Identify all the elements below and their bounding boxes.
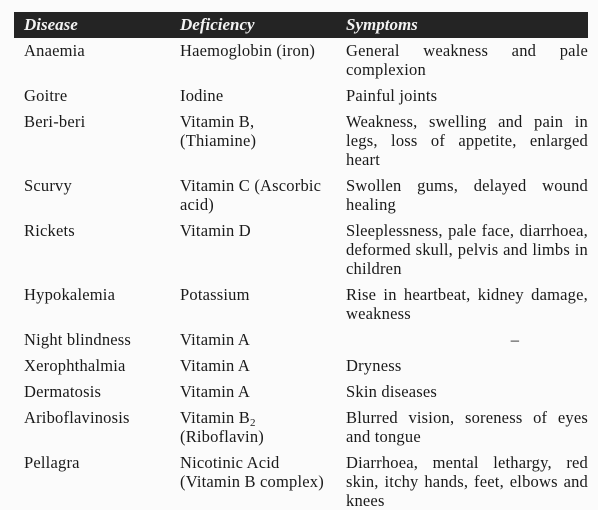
table-row — [14, 327, 588, 353]
symptoms-cell: Weakness, swelling and pain in legs, loss of appetite, enlarged heart — [346, 112, 588, 169]
deficiency-cell: Vitamin C (Ascorbic acid) — [180, 176, 322, 214]
disease-cell: Dermatosis — [24, 382, 102, 401]
column-header-symptoms: Symptoms — [336, 12, 588, 38]
symptoms-cell — [336, 327, 588, 353]
deficiency-cell: Vitamin A — [180, 356, 251, 375]
disease-cell: Anaemia — [24, 41, 85, 60]
symptoms-cell: Sleeplessness, pale face, diarrhoea, deformed skull, pelvis and limbs in children — [346, 221, 588, 278]
deficiency-cell: Vitamin D — [180, 221, 251, 240]
symptoms-cell: Swollen gums, delayed wound healing — [346, 176, 588, 214]
disease-cell: Goitre — [24, 86, 68, 105]
disease-cell: Rickets — [24, 221, 75, 240]
deficiency-diseases-table — [14, 12, 588, 514]
header-row — [14, 12, 588, 38]
disease-cell: Hypokalemia — [24, 285, 116, 304]
symptoms-cell: Dryness — [346, 356, 402, 375]
table-row — [14, 282, 588, 327]
table-header — [14, 12, 588, 38]
deficiency-cell: Nicotinic Acid (Vitamin B complex) — [180, 453, 324, 491]
empty-symptoms-dash: – — [510, 330, 520, 349]
column-header-deficiency: Deficiency — [170, 12, 336, 38]
column-header-disease: Disease — [14, 12, 170, 38]
table-row — [14, 450, 588, 514]
table-body — [14, 38, 588, 514]
table-row — [14, 38, 588, 83]
table-row — [14, 379, 588, 405]
deficiency-cell: Vitamin A — [180, 382, 251, 401]
symptoms-cell: General weakness and pale complexion — [346, 41, 588, 79]
deficiency-cell: Vitamin A — [180, 330, 251, 349]
deficiency-suffix: (Riboflavin) — [180, 427, 264, 446]
table-row — [14, 109, 588, 173]
symptoms-cell: Blurred vision, soreness of eyes and tongue — [346, 408, 588, 446]
deficiency-subscript: 2 — [250, 417, 256, 429]
symptoms-cell: Diarrhoea, mental lethargy, red skin, itchy hands, feet, elbows and knees — [346, 453, 588, 510]
disease-cell: Beri-beri — [24, 112, 86, 131]
table-row — [14, 405, 588, 450]
deficiency-cell: Haemoglobin (iron) — [180, 41, 316, 60]
deficiency-cell: Vitamin B, (Thiamine) — [180, 112, 257, 150]
table-row — [14, 353, 588, 379]
disease-cell: Xerophthalmia — [24, 356, 126, 375]
disease-cell: Pellagra — [24, 453, 80, 472]
deficiency-cell — [170, 405, 336, 450]
table-row — [14, 83, 588, 109]
symptoms-cell: Skin diseases — [346, 382, 438, 401]
disease-cell: Scurvy — [24, 176, 72, 195]
disease-cell: Night blindness — [24, 330, 132, 349]
symptoms-cell: Rise in heartbeat, kidney damage, weakness — [346, 285, 588, 323]
table-row — [14, 218, 588, 282]
disease-cell: Ariboflavinosis — [24, 408, 130, 427]
symptoms-cell: Painful joints — [346, 86, 438, 105]
deficiency-cell: Potassium — [180, 285, 250, 304]
table-row — [14, 173, 588, 218]
deficiency-prefix: Vitamin B — [180, 408, 251, 427]
deficiency-cell: Iodine — [180, 86, 224, 105]
